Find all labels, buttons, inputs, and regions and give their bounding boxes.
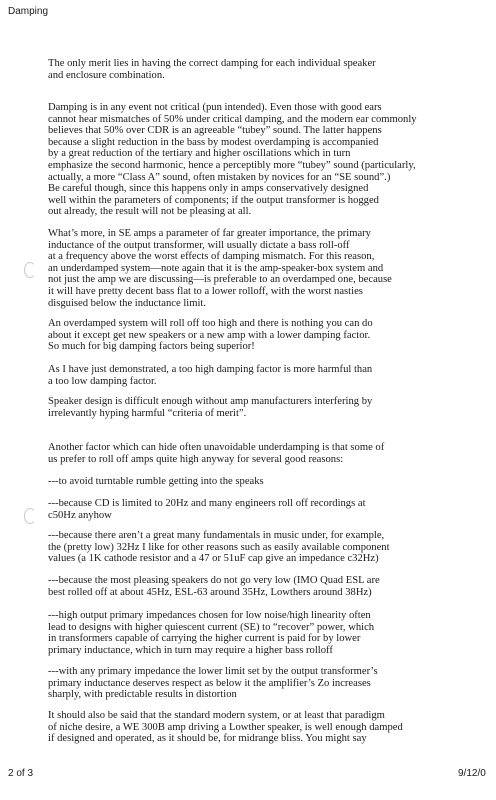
- paragraph: [48, 666, 492, 701]
- text-line: at a frequency above the worst effects of damping mismatch. For this reason,: [48, 251, 375, 263]
- text-line: Be careful though, since this happens only in amps conservatively designed: [48, 183, 369, 195]
- text-line: ---because there aren’t a great many fundamentals in music under, for example,: [48, 530, 385, 541]
- text-line: it will have pretty decent bass flat to a lower rolloff, with the worst nasties: [48, 285, 363, 297]
- paragraph: [48, 710, 492, 745]
- paragraph: [48, 575, 492, 598]
- text-line: irrelevantly hyping harmful “criteria of merit”.: [48, 407, 247, 419]
- text-line: Speaker design is difficult enough without amp manufacturers interfering by: [48, 396, 373, 407]
- punch-hole-mark: [24, 508, 36, 524]
- text-line: sharply, with predictable results in distortion: [48, 689, 237, 701]
- text-line: The only merit lies in having the correct damping for each individual speaker: [48, 58, 376, 69]
- paragraph: [48, 58, 492, 81]
- text-line: primary inductance deserves respect as below it the amplifier’s Zo increases: [48, 677, 371, 689]
- print-date: 9/12/0: [458, 768, 486, 779]
- text-line: values (a 1K cathode resistor and a 47 or 51uF cap give an impedance c32Hz): [48, 553, 379, 565]
- text-line: ---high output primary impedances chosen for low noise/high linearity often: [48, 610, 371, 621]
- paragraph: [48, 476, 492, 488]
- text-line: Damping is in any event not critical (pun intended). Even those with good ears: [48, 102, 382, 113]
- text-line: ---to avoid turntable rumble getting into the speaks: [48, 476, 264, 487]
- paragraph: [48, 442, 492, 465]
- text-line: out already, the result will not be pleasing at all.: [48, 206, 252, 218]
- text-line: primary inductance, which in turn may require a higher bass rolloff: [48, 644, 333, 656]
- text-line: best rolled off at about 45Hz, ESL-63 around 35Hz, Lowthers around 38Hz): [48, 586, 372, 598]
- text-line: inductance of the output transformer, will usually dictate a bass roll-off: [48, 239, 350, 251]
- text-line: emphasize the second harmonic, hence a perceptibly more “tubey” sound (particularly,: [48, 159, 416, 171]
- text-line: So much for big damping factors being superior!: [48, 341, 255, 353]
- text-line: of niche desire, a WE 300B amp driving a Lowther speaker, is well enough damped: [48, 721, 403, 733]
- text-line: an underdamped system—note again that it is the amp-speaker-box system and: [48, 262, 384, 274]
- text-line: in transformers capable of carrying the higher current is paid for by lower: [48, 633, 361, 645]
- paragraph: [48, 364, 492, 387]
- text-line: believes that 50% over CDR is an agreeable “tubey” sound. The latter happens: [48, 125, 382, 137]
- paragraph: [48, 498, 492, 521]
- text-line: ---with any primary impedance the lower limit set by the output transformer’s: [48, 666, 378, 677]
- text-line: because a slight reduction in the bass by modest overdamping is accompanied: [48, 136, 379, 148]
- paragraph: [48, 318, 492, 353]
- text-line: lead to designs with higher quiescent current (SE) to “recover” power, which: [48, 621, 375, 633]
- punch-hole-mark: [24, 262, 36, 278]
- paragraph: [48, 102, 492, 218]
- text-line: about it except get new speakers or a new amp with a lower damping factor.: [48, 329, 371, 341]
- text-line: us prefer to roll off amps quite high anyway for several good reasons:: [48, 453, 344, 465]
- text-line: It should also be said that the standard modern system, or at least that paradigm: [48, 710, 385, 721]
- page-number: 2 of 3: [8, 768, 34, 779]
- paragraph: [48, 228, 492, 309]
- page-header-title: Damping: [8, 6, 49, 17]
- text-line: What’s more, in SE amps a parameter of far greater importance, the primary: [48, 228, 371, 239]
- text-line: by a great reduction of the tertiary and higher oscillations which in turn: [48, 148, 351, 160]
- text-line: a too low damping factor.: [48, 375, 157, 387]
- text-line: if designed and operated, as it should be, for midrange bliss. You might say: [48, 733, 367, 745]
- text-line: ---because the most pleasing speakers do not go very low (IMO Quad ESL are: [48, 575, 380, 586]
- paragraph: [48, 530, 492, 565]
- text-line: cannot hear mismatches of 50% under critical damping, and the modern ear commonly: [48, 113, 417, 125]
- text-line: ---because CD is limited to 20Hz and many engineers roll off recordings at: [48, 498, 366, 509]
- text-line: As I have just demonstrated, a too high damping factor is more harmful than: [48, 364, 373, 375]
- text-line: An overdamped system will roll off too high and there is nothing you can do: [48, 318, 373, 329]
- text-line: not just the amp we are discussing—is preferable to an overdamped one, because: [48, 274, 392, 286]
- paragraph: [48, 396, 492, 419]
- text-line: disguised below the inductance limit.: [48, 297, 206, 309]
- text-line: and enclosure combination.: [48, 69, 165, 81]
- text-line: actually, a more “Class A” sound, often mistaken by novices for an “SE sound”.): [48, 171, 391, 183]
- paragraph: [48, 610, 492, 656]
- text-line: Another factor which can hide often unavoidable underdamping is that some of: [48, 442, 385, 453]
- text-line: the (pretty low) 32Hz I like for other reasons such as easily available component: [48, 541, 390, 553]
- text-line: c50Hz anyhow: [48, 509, 112, 521]
- text-line: well within the parameters of components; if the output transformer is hogged: [48, 194, 379, 206]
